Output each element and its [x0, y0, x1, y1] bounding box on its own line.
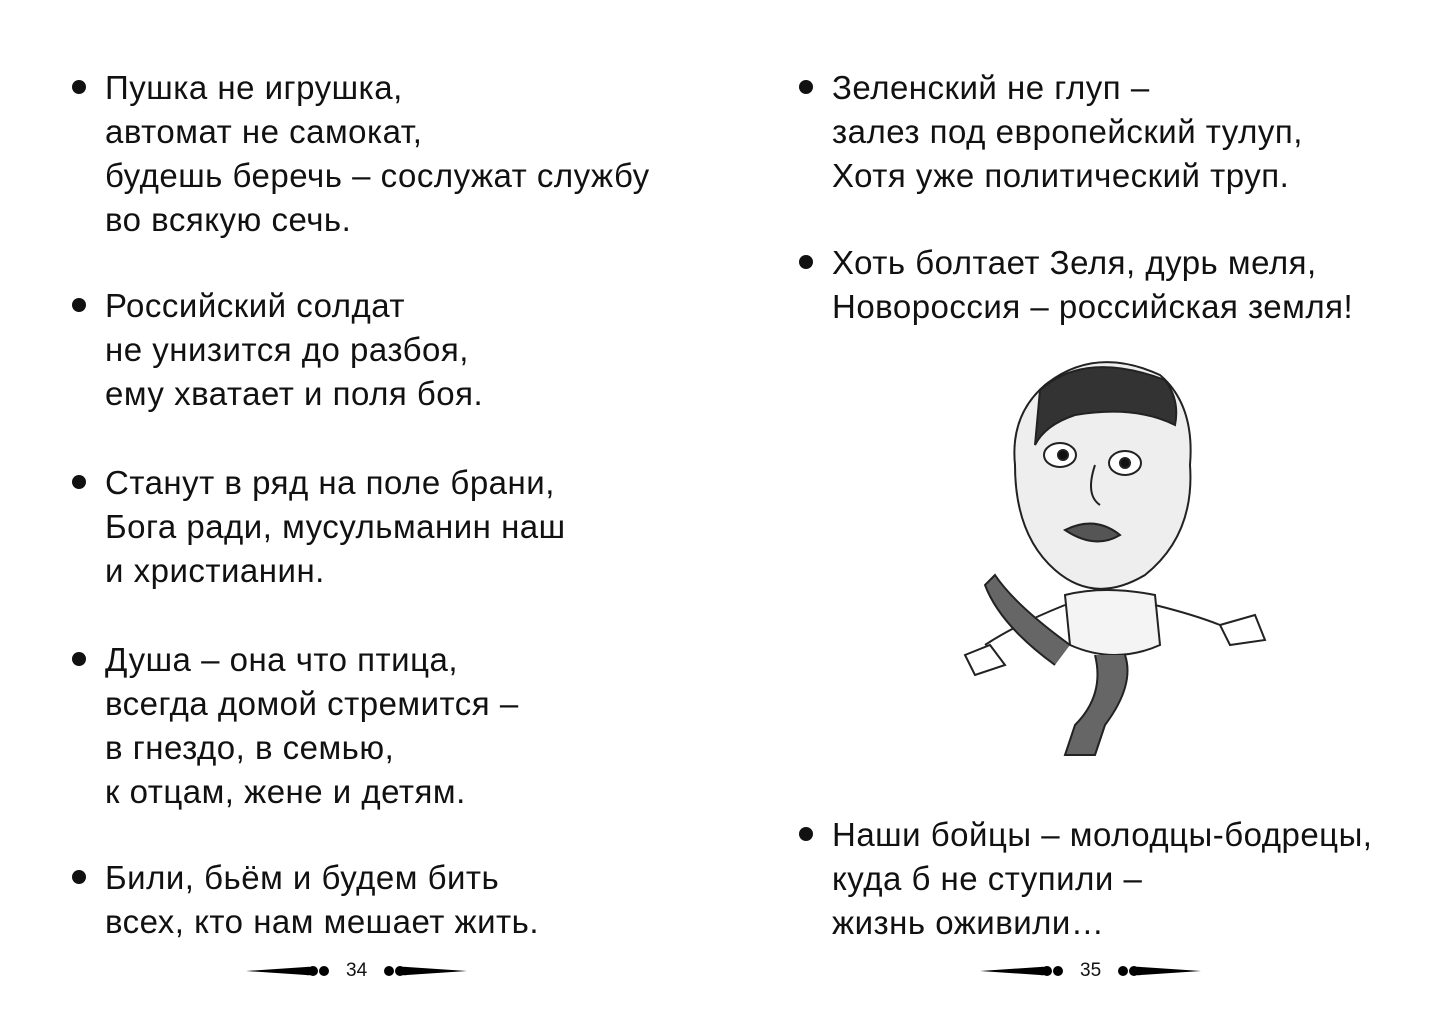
verse-line: Наши бойцы – молодцы-бодрецы,	[832, 816, 1373, 853]
verse-line: Хоть болтает Зеля, дурь меля,	[832, 244, 1317, 281]
verse-line: и христианин.	[105, 552, 325, 589]
page-number-left	[246, 960, 467, 982]
verse-line: всегда домой стремится –	[105, 685, 519, 722]
bullet-icon	[72, 652, 86, 666]
ornament-left-icon	[246, 964, 334, 978]
verse-line: куда б не ступили –	[832, 860, 1143, 897]
page-number-right	[980, 960, 1201, 982]
page-number: 35	[1080, 960, 1102, 981]
verse-stanza	[105, 461, 566, 593]
ornament-right-icon	[379, 964, 467, 978]
verse-line: Зеленский не глуп –	[832, 69, 1150, 106]
ornament-left-icon	[980, 964, 1068, 978]
verse-line: Били, бьём и будем бить	[105, 859, 500, 896]
bullet-icon	[72, 80, 86, 94]
verse-stanza	[832, 813, 1372, 945]
bullet-icon	[799, 80, 813, 94]
verse-stanza	[832, 241, 1353, 329]
verse-line: к отцам, жене и детям.	[105, 773, 466, 810]
verse-stanza	[105, 638, 519, 814]
verse-line: Российский солдат	[105, 287, 406, 324]
bullet-icon	[799, 827, 813, 841]
verse-line: автомат не самокат,	[105, 113, 423, 150]
verse-line: не унизится до разбоя,	[105, 331, 469, 368]
verse-line: Хотя уже политический труп.	[832, 157, 1290, 194]
verse-stanza	[105, 284, 483, 416]
verse-line: в гнездо, в семью,	[105, 729, 395, 766]
verse-stanza	[105, 856, 539, 944]
bullet-icon	[72, 298, 86, 312]
verse-line: жизнь оживили…	[832, 904, 1105, 941]
verse-line: Новороссия – российская земля!	[832, 288, 1354, 325]
verse-line: залез под европейский тулуп,	[832, 113, 1303, 150]
bullet-icon	[72, 475, 86, 489]
caricature-illustration	[945, 345, 1280, 785]
verse-line: Пушка не игрушка,	[105, 69, 403, 106]
verse-stanza	[105, 66, 650, 242]
verse-line: Бога ради, мусульманин наш	[105, 508, 566, 545]
verse-line: Душа – она что птица,	[105, 641, 458, 678]
verse-line: всех, кто нам мешает жить.	[105, 903, 540, 940]
verse-line: ему хватает и поля боя.	[105, 375, 484, 412]
bullet-icon	[799, 255, 813, 269]
bullet-icon	[72, 870, 86, 884]
page-number: 34	[346, 960, 368, 981]
verse-line: Станут в ряд на поле брани,	[105, 464, 555, 501]
verse-stanza	[832, 66, 1303, 198]
ornament-right-icon	[1113, 964, 1201, 978]
verse-line: будешь беречь – сослужат службу	[105, 157, 650, 194]
verse-line: во всякую сечь.	[105, 201, 352, 238]
